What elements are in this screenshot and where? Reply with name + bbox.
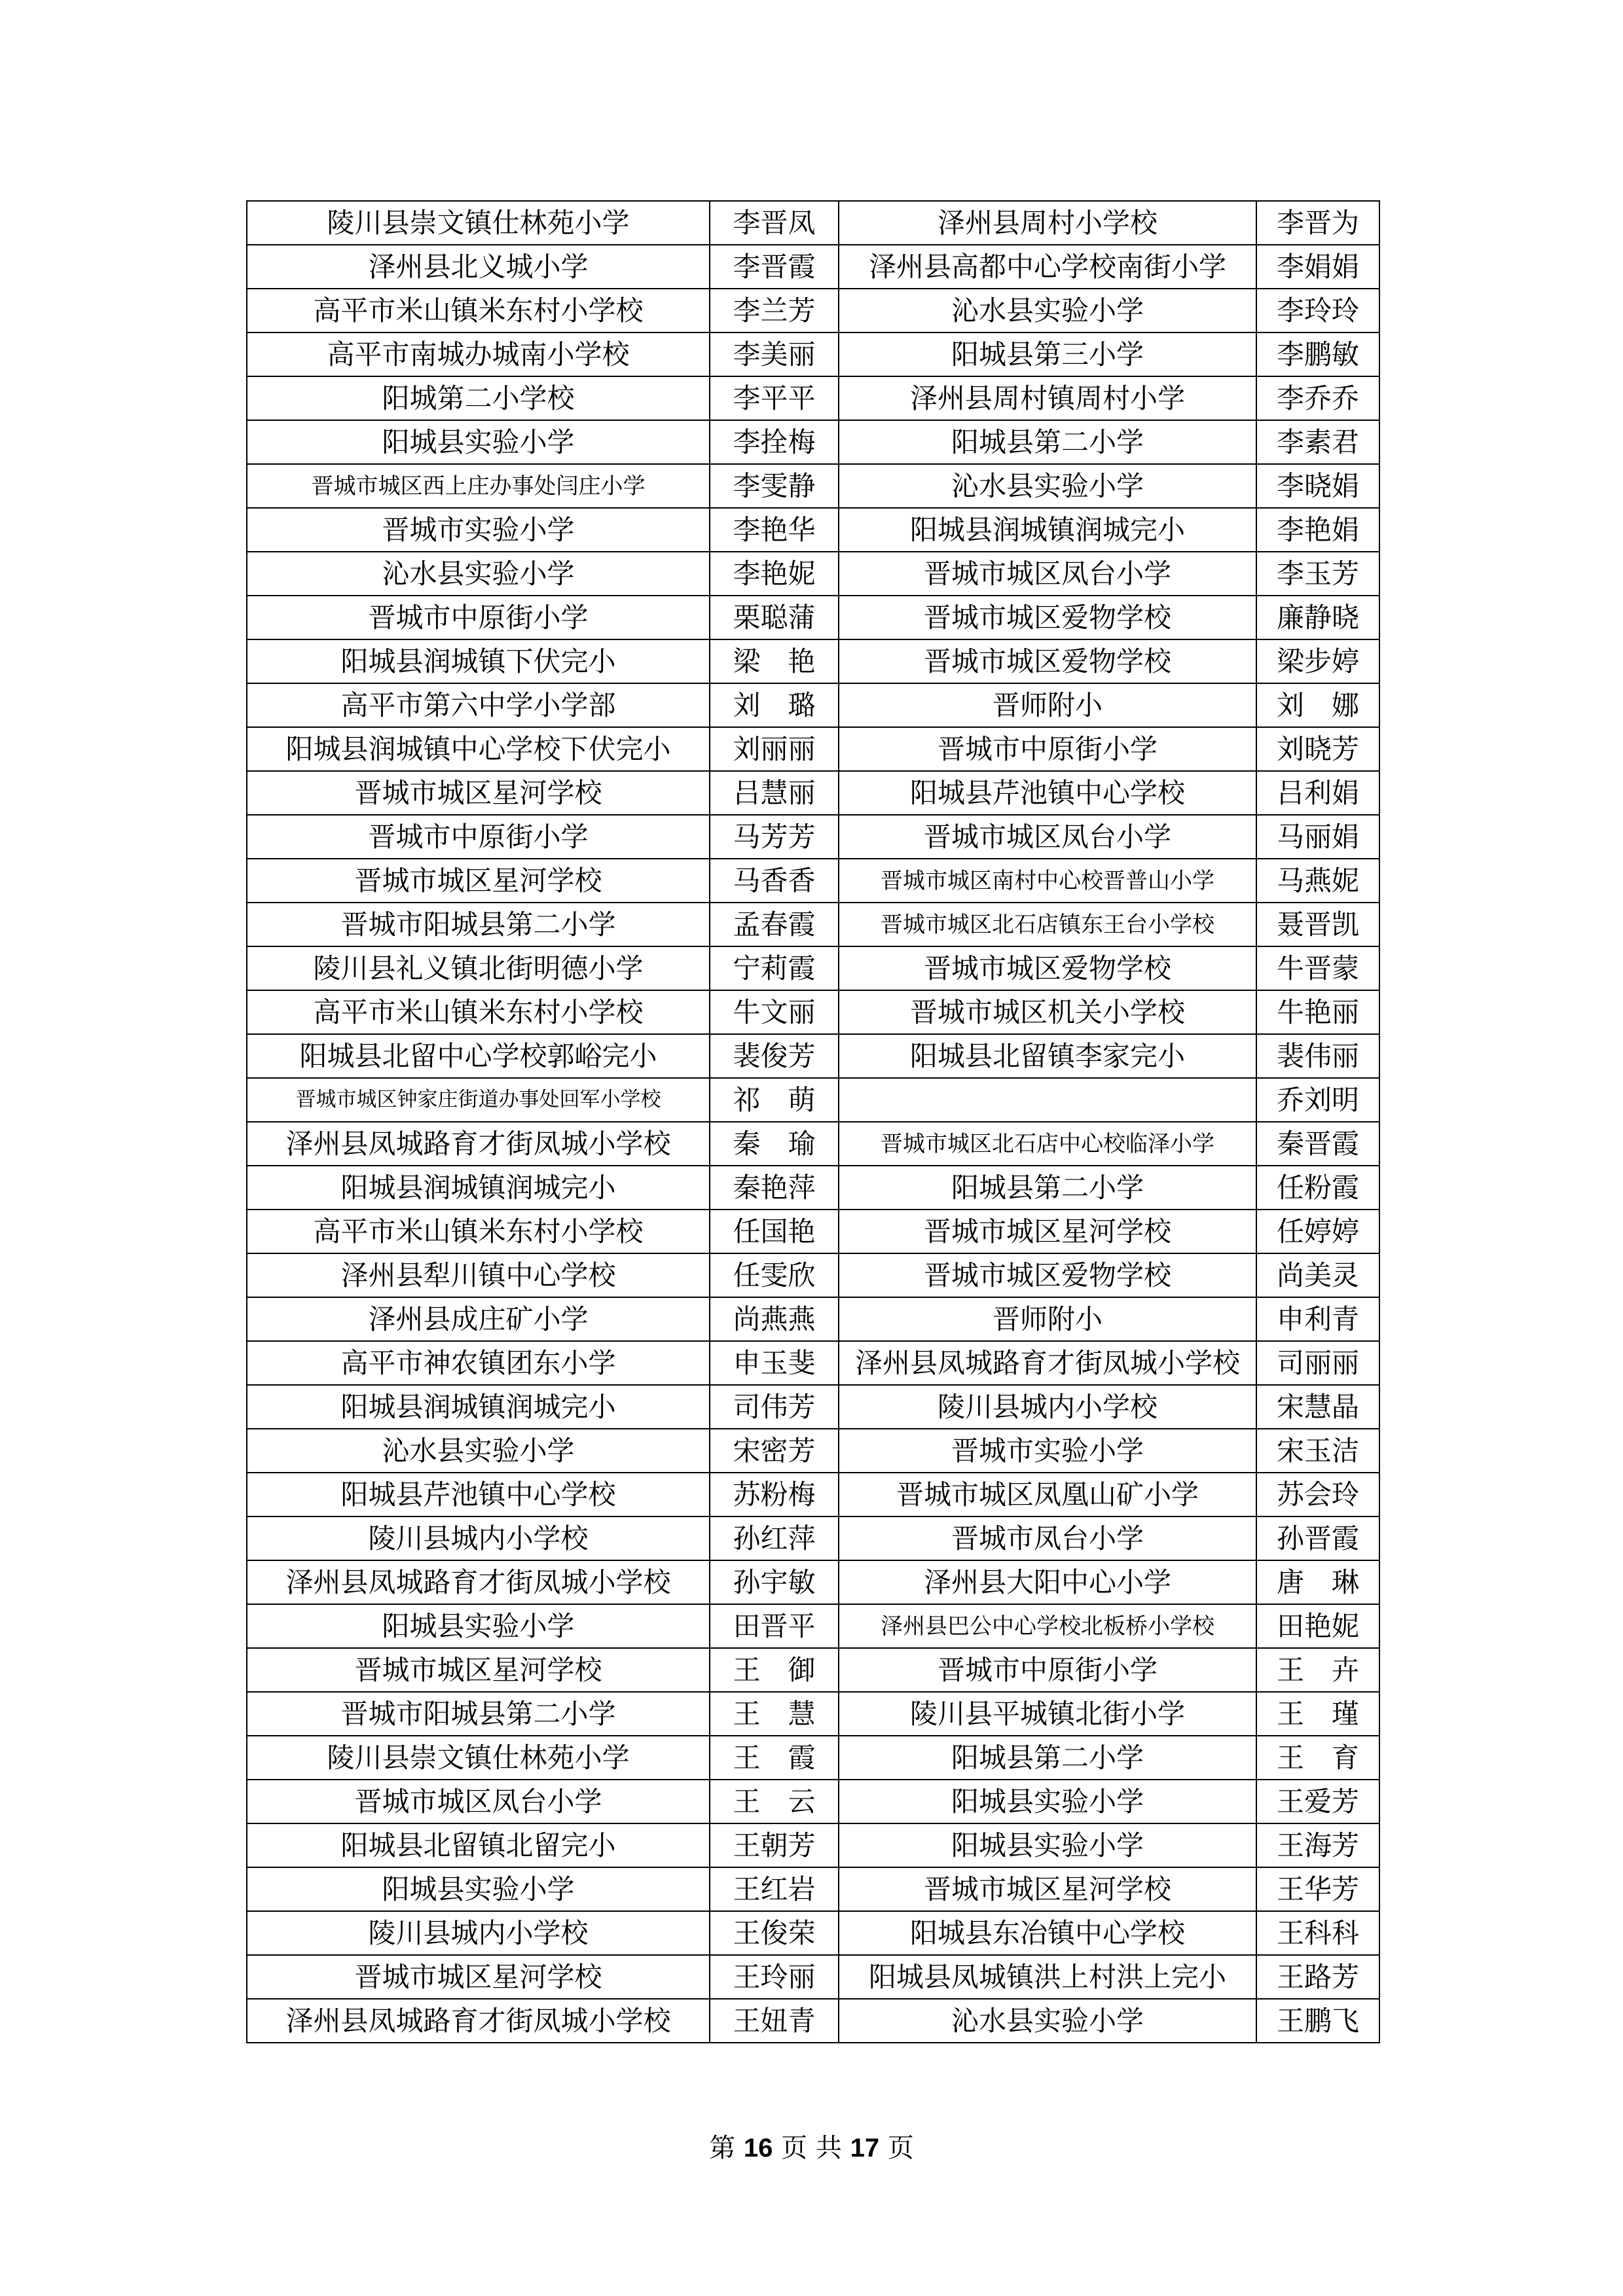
- school-cell-left: 阳城县实验小学: [247, 1604, 710, 1648]
- table-row: [247, 815, 1379, 859]
- school-cell-left: 阳城县润城镇中心学校下伏完小: [247, 727, 710, 771]
- roster-table-body: [247, 201, 1379, 2043]
- school-cell-left: 陵川县礼义镇北街明德小学: [247, 946, 710, 990]
- table-row: [247, 1210, 1379, 1253]
- school-cell-right: 阳城县实验小学: [839, 1780, 1256, 1823]
- school-cell-left: 泽州县凤城路育才街凤城小学校: [247, 1122, 710, 1166]
- name-cell-left: 吕慧丽: [710, 771, 839, 815]
- school-cell-left: 晋城市城区星河学校: [247, 771, 710, 815]
- name-cell-right: 刘晓芳: [1256, 727, 1379, 771]
- current-page-number: 16: [743, 2134, 773, 2162]
- name-cell-left: 李晋凤: [710, 201, 839, 245]
- school-cell-left: 高平市米山镇米东村小学校: [247, 990, 710, 1034]
- table-row: [247, 1604, 1379, 1648]
- table-row: [247, 1780, 1379, 1823]
- name-cell-right: 王科科: [1256, 1911, 1379, 1955]
- school-cell-right: 晋城市城区北石店镇东王台小学校: [839, 903, 1256, 946]
- name-cell-right: 王海芳: [1256, 1823, 1379, 1867]
- name-cell-left: 王 霞: [710, 1736, 839, 1780]
- name-cell-right: 秦晋霞: [1256, 1122, 1379, 1166]
- name-cell-left: 田晋平: [710, 1604, 839, 1648]
- school-cell-left: 晋城市中原街小学: [247, 596, 710, 639]
- school-cell-right: 泽州县凤城路育才街凤城小学校: [839, 1341, 1256, 1385]
- name-cell-left: 申玉斐: [710, 1341, 839, 1385]
- name-cell-right: 唐 琳: [1256, 1560, 1379, 1604]
- school-cell-right: 泽州县巴公中心学校北板桥小学校: [839, 1604, 1256, 1648]
- table-row: [247, 1955, 1379, 1999]
- school-cell-right: 阳城县第二小学: [839, 420, 1256, 464]
- school-cell-left: 阳城第二小学校: [247, 376, 710, 420]
- school-cell-right: 泽州县高都中心学校南街小学: [839, 245, 1256, 289]
- name-cell-left: 孟春霞: [710, 903, 839, 946]
- table-row: [247, 727, 1379, 771]
- school-cell-right: 泽州县大阳中心小学: [839, 1560, 1256, 1604]
- name-cell-right: 申利青: [1256, 1297, 1379, 1341]
- name-cell-left: 马香香: [710, 859, 839, 903]
- table-row: [247, 1823, 1379, 1867]
- name-cell-right: 马丽娟: [1256, 815, 1379, 859]
- name-cell-right: 王路芳: [1256, 1955, 1379, 1999]
- school-cell-left: 晋城市阳城县第二小学: [247, 903, 710, 946]
- name-cell-right: 聂晋凯: [1256, 903, 1379, 946]
- name-cell-right: 李玲玲: [1256, 289, 1379, 332]
- name-cell-right: 乔刘明: [1256, 1078, 1379, 1122]
- name-cell-right: 王华芳: [1256, 1867, 1379, 1911]
- name-cell-left: 王 云: [710, 1780, 839, 1823]
- name-cell-left: 秦 瑜: [710, 1122, 839, 1166]
- name-cell-right: 李艳娟: [1256, 508, 1379, 552]
- school-cell-left: 高平市第六中学小学部: [247, 683, 710, 727]
- name-cell-right: 司丽丽: [1256, 1341, 1379, 1385]
- school-cell-left: 晋城市城区星河学校: [247, 1955, 710, 1999]
- name-cell-right: 王爱芳: [1256, 1780, 1379, 1823]
- name-cell-right: 李鹏敏: [1256, 332, 1379, 376]
- school-cell-right: 晋城市城区星河学校: [839, 1867, 1256, 1911]
- school-cell-right: 晋城市城区爱物学校: [839, 946, 1256, 990]
- name-cell-left: 李美丽: [710, 332, 839, 376]
- name-cell-left: 王玲丽: [710, 1955, 839, 1999]
- table-row: [247, 508, 1379, 552]
- name-cell-right: 裴伟丽: [1256, 1034, 1379, 1078]
- school-cell-right: 晋城市城区机关小学校: [839, 990, 1256, 1034]
- name-cell-right: 李晋为: [1256, 201, 1379, 245]
- table-row: [247, 596, 1379, 639]
- name-cell-left: 李艳妮: [710, 552, 839, 596]
- name-cell-left: 李平平: [710, 376, 839, 420]
- name-cell-left: 李艳华: [710, 508, 839, 552]
- table-row: [247, 1867, 1379, 1911]
- name-cell-right: 田艳妮: [1256, 1604, 1379, 1648]
- name-cell-right: 吕利娟: [1256, 771, 1379, 815]
- table-row: [247, 1341, 1379, 1385]
- school-cell-right: 阳城县东冶镇中心学校: [839, 1911, 1256, 1955]
- table-row: [247, 1648, 1379, 1692]
- name-cell-right: 王 育: [1256, 1736, 1379, 1780]
- school-cell-left: 沁水县实验小学: [247, 1429, 710, 1473]
- school-cell-left: 晋城市城区星河学校: [247, 1648, 710, 1692]
- school-cell-left: 泽州县犁川镇中心学校: [247, 1253, 710, 1297]
- name-cell-right: 孙晋霞: [1256, 1516, 1379, 1560]
- school-cell-left: 晋城市阳城县第二小学: [247, 1692, 710, 1736]
- name-cell-left: 司伟芳: [710, 1385, 839, 1429]
- name-cell-right: 廉静晓: [1256, 596, 1379, 639]
- table-row: [247, 1034, 1379, 1078]
- school-cell-left: 沁水县实验小学: [247, 552, 710, 596]
- name-cell-right: 李晓娟: [1256, 464, 1379, 508]
- school-cell-right: 泽州县周村小学校: [839, 201, 1256, 245]
- school-cell-right: 晋城市城区爱物学校: [839, 1253, 1256, 1297]
- table-row: [247, 201, 1379, 245]
- school-cell-right: 晋城市城区凤台小学: [839, 815, 1256, 859]
- table-row: [247, 946, 1379, 990]
- table-row: [247, 990, 1379, 1034]
- school-cell-right: 阳城县第二小学: [839, 1736, 1256, 1780]
- school-cell-right: 陵川县城内小学校: [839, 1385, 1256, 1429]
- school-cell-left: 阳城县实验小学: [247, 420, 710, 464]
- name-cell-right: 任婷婷: [1256, 1210, 1379, 1253]
- school-cell-left: 高平市南城办城南小学校: [247, 332, 710, 376]
- table-row: [247, 1473, 1379, 1516]
- name-cell-left: 宁莉霞: [710, 946, 839, 990]
- school-cell-left: 阳城县润城镇润城完小: [247, 1166, 710, 1210]
- name-cell-right: 李玉芳: [1256, 552, 1379, 596]
- school-cell-right: 阳城县润城镇润城完小: [839, 508, 1256, 552]
- school-cell-right: 晋城市城区北石店中心校临泽小学: [839, 1122, 1256, 1166]
- name-cell-left: 梁 艳: [710, 639, 839, 683]
- name-cell-left: 王 慧: [710, 1692, 839, 1736]
- name-cell-left: 孙红萍: [710, 1516, 839, 1560]
- name-cell-right: 任粉霞: [1256, 1166, 1379, 1210]
- school-cell-right: 晋师附小: [839, 683, 1256, 727]
- school-cell-left: 阳城县芹池镇中心学校: [247, 1473, 710, 1516]
- table-row: [247, 1736, 1379, 1780]
- table-row: [247, 639, 1379, 683]
- table-row: [247, 1122, 1379, 1166]
- school-cell-right: 阳城县北留镇李家完小: [839, 1034, 1256, 1078]
- table-row: [247, 1516, 1379, 1560]
- school-cell-left: 高平市米山镇米东村小学校: [247, 1210, 710, 1253]
- table-row: [247, 1078, 1379, 1122]
- school-cell-right: 阳城县实验小学: [839, 1823, 1256, 1867]
- roster-table: [246, 200, 1380, 2043]
- school-cell-left: 陵川县城内小学校: [247, 1516, 710, 1560]
- school-cell-left: 阳城县润城镇下伏完小: [247, 639, 710, 683]
- table-row: [247, 332, 1379, 376]
- school-cell-right: 晋城市城区星河学校: [839, 1210, 1256, 1253]
- table-row: [247, 859, 1379, 903]
- school-cell-left: 阳城县润城镇润城完小: [247, 1385, 710, 1429]
- school-cell-left: 阳城县实验小学: [247, 1867, 710, 1911]
- table-row: [247, 1253, 1379, 1297]
- name-cell-right: 李素君: [1256, 420, 1379, 464]
- page-footer: [0, 2135, 1623, 2161]
- name-cell-left: 王 御: [710, 1648, 839, 1692]
- table-row: [247, 1692, 1379, 1736]
- school-cell-right: 晋城市城区凤凰山矿小学: [839, 1473, 1256, 1516]
- name-cell-left: 李雯静: [710, 464, 839, 508]
- name-cell-left: 任国艳: [710, 1210, 839, 1253]
- school-cell-right: 晋城市中原街小学: [839, 1648, 1256, 1692]
- name-cell-left: 孙宇敏: [710, 1560, 839, 1604]
- name-cell-right: 王鹏飞: [1256, 1999, 1379, 2043]
- table-row: [247, 420, 1379, 464]
- name-cell-left: 栗聪蒲: [710, 596, 839, 639]
- name-cell-right: 牛晋蒙: [1256, 946, 1379, 990]
- school-cell-left: 陵川县崇文镇仕林苑小学: [247, 201, 710, 245]
- school-cell-left: 泽州县凤城路育才街凤城小学校: [247, 1560, 710, 1604]
- name-cell-right: 马燕妮: [1256, 859, 1379, 903]
- table-row: [247, 903, 1379, 946]
- footer-suffix: 页: [887, 2133, 914, 2163]
- name-cell-left: 牛文丽: [710, 990, 839, 1034]
- school-cell-left: 阳城县北留镇北留完小: [247, 1823, 710, 1867]
- school-cell-right: 阳城县第三小学: [839, 332, 1256, 376]
- table-row: [247, 1297, 1379, 1341]
- name-cell-left: 王妞青: [710, 1999, 839, 2043]
- school-cell-left: 陵川县崇文镇仕林苑小学: [247, 1736, 710, 1780]
- table-row: [247, 464, 1379, 508]
- school-cell-left: 晋城市城区西上庄办事处闫庄小学: [247, 464, 710, 508]
- table-row: [247, 1385, 1379, 1429]
- school-cell-left: 泽州县凤城路育才街凤城小学校: [247, 1999, 710, 2043]
- table-row: [247, 289, 1379, 332]
- school-cell-right: 沁水县实验小学: [839, 464, 1256, 508]
- table-row: [247, 683, 1379, 727]
- school-cell-right: 沁水县实验小学: [839, 289, 1256, 332]
- name-cell-left: 王朝芳: [710, 1823, 839, 1867]
- name-cell-right: 宋慧晶: [1256, 1385, 1379, 1429]
- school-cell-left: 泽州县成庄矿小学: [247, 1297, 710, 1341]
- name-cell-right: 王 卉: [1256, 1648, 1379, 1692]
- name-cell-right: 尚美灵: [1256, 1253, 1379, 1297]
- school-cell-right: 阳城县芹池镇中心学校: [839, 771, 1256, 815]
- name-cell-right: 宋玉洁: [1256, 1429, 1379, 1473]
- school-cell-right: 晋城市城区爱物学校: [839, 596, 1256, 639]
- school-cell-left: 泽州县北义城小学: [247, 245, 710, 289]
- school-cell-left: 晋城市城区星河学校: [247, 859, 710, 903]
- school-cell-right: [839, 1078, 1256, 1122]
- table-row: [247, 1166, 1379, 1210]
- name-cell-left: 宋密芳: [710, 1429, 839, 1473]
- school-cell-left: 晋城市城区钟家庄街道办事处回军小学校: [247, 1078, 710, 1122]
- footer-prefix: 第: [709, 2133, 736, 2163]
- name-cell-left: 祁 萌: [710, 1078, 839, 1122]
- name-cell-left: 王红岩: [710, 1867, 839, 1911]
- school-cell-left: 晋城市中原街小学: [247, 815, 710, 859]
- name-cell-left: 刘 璐: [710, 683, 839, 727]
- name-cell-left: 李拴梅: [710, 420, 839, 464]
- school-cell-right: 晋师附小: [839, 1297, 1256, 1341]
- school-cell-right: 陵川县平城镇北街小学: [839, 1692, 1256, 1736]
- school-cell-left: 晋城市城区凤台小学: [247, 1780, 710, 1823]
- school-cell-right: 晋城市凤台小学: [839, 1516, 1256, 1560]
- name-cell-left: 王俊荣: [710, 1911, 839, 1955]
- school-cell-right: 阳城县凤城镇洪上村洪上完小: [839, 1955, 1256, 1999]
- school-cell-right: 晋城市中原街小学: [839, 727, 1256, 771]
- name-cell-left: 马芳芳: [710, 815, 839, 859]
- table-row: [247, 1429, 1379, 1473]
- name-cell-right: 李乔乔: [1256, 376, 1379, 420]
- name-cell-left: 裴俊芳: [710, 1034, 839, 1078]
- school-cell-right: 阳城县第二小学: [839, 1166, 1256, 1210]
- school-cell-right: 晋城市城区爱物学校: [839, 639, 1256, 683]
- school-cell-right: 沁水县实验小学: [839, 1999, 1256, 2043]
- footer-middle: 页 共: [781, 2133, 842, 2163]
- name-cell-right: 苏会玲: [1256, 1473, 1379, 1516]
- name-cell-right: 牛艳丽: [1256, 990, 1379, 1034]
- school-cell-left: 高平市神农镇团东小学: [247, 1341, 710, 1385]
- school-cell-right: 晋城市城区凤台小学: [839, 552, 1256, 596]
- table-row: [247, 771, 1379, 815]
- name-cell-right: 王 瑾: [1256, 1692, 1379, 1736]
- table-row: [247, 1911, 1379, 1955]
- name-cell-left: 尚燕燕: [710, 1297, 839, 1341]
- name-cell-right: 梁步婷: [1256, 639, 1379, 683]
- table-row: [247, 1999, 1379, 2043]
- name-cell-right: 李娟娟: [1256, 245, 1379, 289]
- school-cell-left: 阳城县北留中心学校郭峪完小: [247, 1034, 710, 1078]
- school-cell-right: 晋城市实验小学: [839, 1429, 1256, 1473]
- school-cell-right: 晋城市城区南村中心校晋普山小学: [839, 859, 1256, 903]
- name-cell-left: 秦艳萍: [710, 1166, 839, 1210]
- name-cell-left: 李晋霞: [710, 245, 839, 289]
- school-cell-left: 晋城市实验小学: [247, 508, 710, 552]
- table-row: [247, 1560, 1379, 1604]
- name-cell-left: 刘丽丽: [710, 727, 839, 771]
- school-cell-left: 陵川县城内小学校: [247, 1911, 710, 1955]
- name-cell-left: 李兰芳: [710, 289, 839, 332]
- name-cell-left: 任雯欣: [710, 1253, 839, 1297]
- total-pages-number: 17: [850, 2134, 880, 2162]
- table-row: [247, 552, 1379, 596]
- name-cell-right: 刘 娜: [1256, 683, 1379, 727]
- school-cell-right: 泽州县周村镇周村小学: [839, 376, 1256, 420]
- table-row: [247, 245, 1379, 289]
- school-cell-left: 高平市米山镇米东村小学校: [247, 289, 710, 332]
- name-cell-left: 苏粉梅: [710, 1473, 839, 1516]
- table-row: [247, 376, 1379, 420]
